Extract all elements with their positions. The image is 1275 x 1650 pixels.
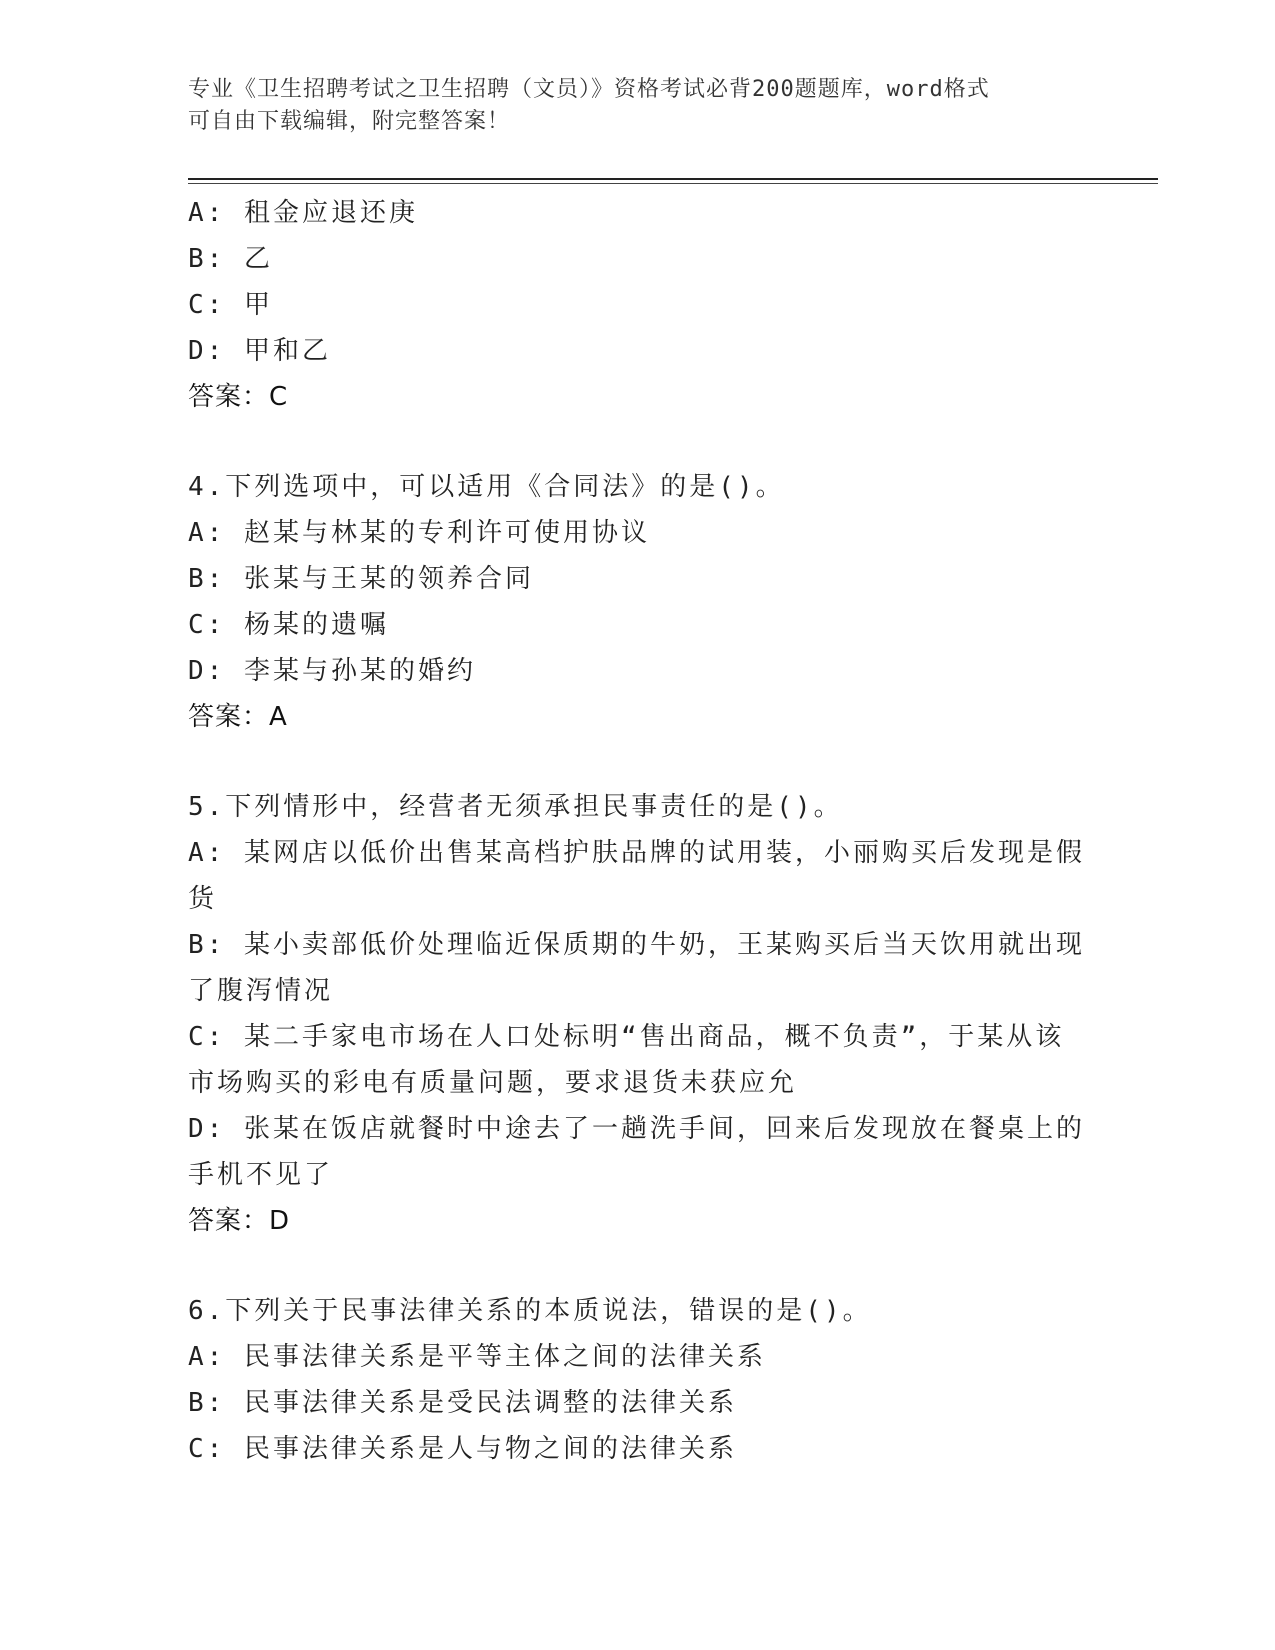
q5-option-a-line-2: 货: [188, 884, 218, 914]
question-3: [188, 190, 1088, 420]
question-4: [188, 464, 1088, 740]
q6-option-b: B: 民事法律关系是受民法调整的法律关系: [188, 1388, 737, 1418]
q5-option-d: [188, 1106, 1088, 1198]
question-gap: [188, 1244, 1088, 1288]
q5-answer: 答案：D: [188, 1206, 291, 1236]
q5-option-a-line-1: A: 某网店以低价出售某高档护肤品牌的试用装，小丽购买后发现是假: [188, 838, 1085, 868]
question-5: [188, 784, 1088, 1244]
q5-option-d-line-1: D: 张某在饭店就餐时中途去了一趟洗手间，回来后发现放在餐桌上的: [188, 1114, 1085, 1144]
question-gap: [188, 740, 1088, 784]
q6-option-c: C: 民事法律关系是人与物之间的法律关系: [188, 1434, 737, 1464]
q6-stem: 6.下列关于民事法律关系的本质说法，错误的是()。: [188, 1296, 872, 1326]
q4-option-d: D: 李某与孙某的婚约: [188, 656, 476, 686]
q5-option-b-line-2: 了腹泻情况: [188, 976, 334, 1006]
header-divider-thick: [188, 178, 1158, 180]
document-header: [188, 74, 1068, 138]
q6-option-a: A: 民事法律关系是平等主体之间的法律关系: [188, 1342, 766, 1372]
header-line-1: 专业《卫生招聘考试之卫生招聘（文员）》资格考试必背200题题库，word格式: [188, 77, 990, 102]
q5-option-a: [188, 830, 1088, 922]
q3-answer: 答案：C: [188, 382, 289, 412]
q5-option-b-line-1: B: 某小卖部低价处理临近保质期的牛奶，王某购买后当天饮用就出现: [188, 930, 1085, 960]
q4-option-b: B: 张某与王某的领养合同: [188, 564, 534, 594]
q4-option-a: A: 赵某与林某的专利许可使用协议: [188, 518, 650, 548]
q4-answer: 答案：A: [188, 702, 288, 732]
q5-stem: 5.下列情形中，经营者无须承担民事责任的是()。: [188, 792, 843, 822]
q5-option-d-line-2: 手机不见了: [188, 1160, 334, 1190]
q4-stem: 4.下列选项中，可以适用《合同法》的是()。: [188, 472, 785, 502]
q4-option-c: C: 杨某的遗嘱: [188, 610, 389, 640]
q5-option-c: [188, 1014, 1088, 1106]
question-gap: [188, 420, 1088, 464]
question-list: [188, 190, 1088, 1472]
header-divider-thin: [188, 183, 1158, 184]
q5-option-b: [188, 922, 1088, 1014]
q3-option-b: B: 乙: [188, 244, 273, 274]
q3-option-a: A: 租金应退还庚: [188, 198, 418, 228]
q5-option-c-line-1: C: 某二手家电市场在人口处标明“售出商品，概不负责”，于某从该: [188, 1022, 1065, 1052]
q3-option-c: C: 甲: [188, 290, 273, 320]
q5-option-c-line-2: 市场购买的彩电有质量问题，要求退货未获应允: [188, 1068, 798, 1098]
header-line-2: 可自由下载编辑，附完整答案！: [188, 109, 511, 134]
question-6: [188, 1288, 1088, 1472]
q3-option-d: D: 甲和乙: [188, 336, 331, 366]
